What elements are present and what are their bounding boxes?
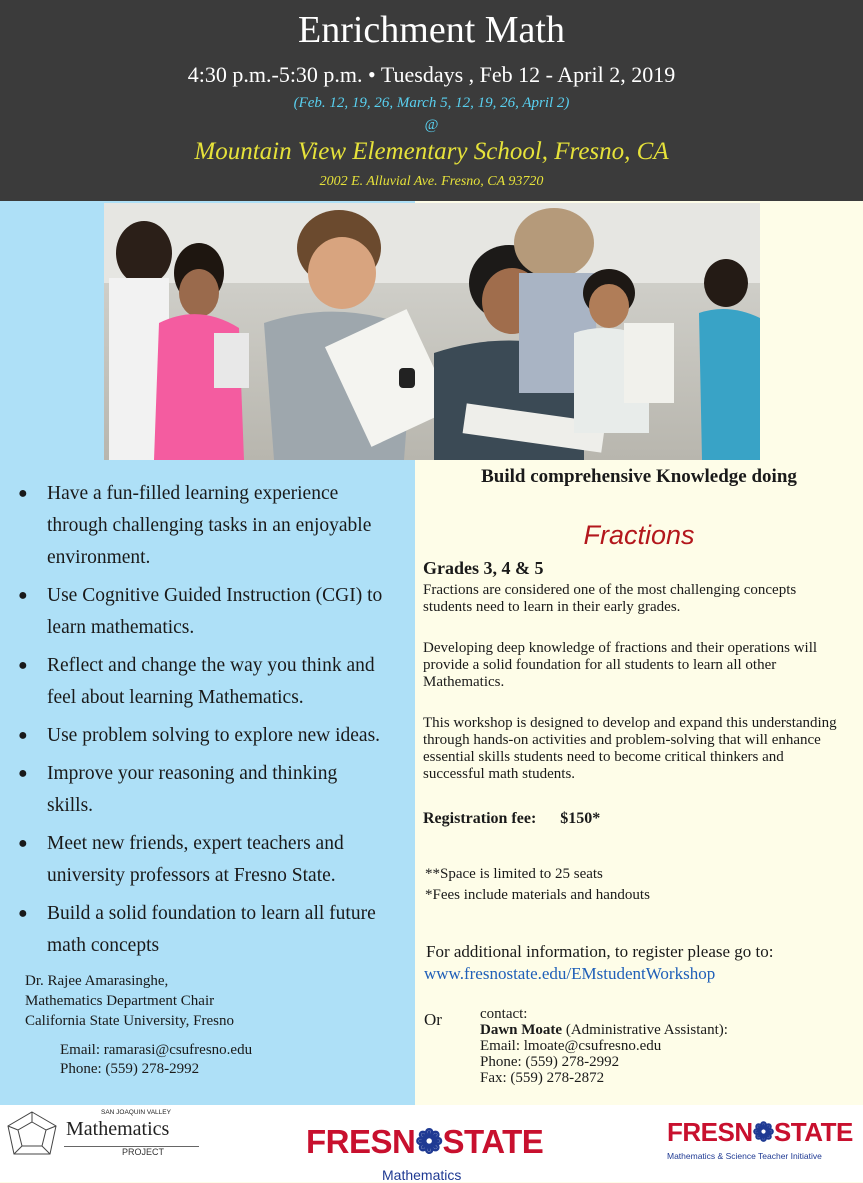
list-item: ● Use Cognitive Guided Instruction (CGI) to learn mathematics. bbox=[0, 580, 387, 644]
signature-contact bbox=[60, 1041, 252, 1079]
contact-fax: Fax: (559) 278-2872 bbox=[480, 1070, 605, 1086]
page-title: Enrichment Math bbox=[298, 9, 565, 51]
bullet-icon: ● bbox=[18, 657, 28, 674]
fresno-state-math-logo: FRESN❁STATE bbox=[306, 1123, 544, 1160]
contact-block bbox=[480, 1006, 728, 1086]
sjv-project-text: PROJECT bbox=[122, 1147, 165, 1157]
section-heading: Build comprehensive Knowledge doing bbox=[481, 466, 797, 487]
contact-name: Dawn Moate bbox=[480, 1022, 563, 1038]
at-sign: @ bbox=[424, 117, 439, 133]
grades-label: Grades 3, 4 & 5 bbox=[423, 558, 544, 578]
fees-note: *Fees include materials and handouts bbox=[425, 887, 650, 903]
paw-icon: ❁ bbox=[752, 1117, 774, 1147]
fee-label: Registration fee: bbox=[423, 810, 537, 827]
schedule-dates: (Feb. 12, 19, 26, March 5, 12, 19, 26, April 2) bbox=[293, 95, 570, 111]
register-link[interactable]: www.fresnostate.edu/EMstudentWorkshop bbox=[424, 964, 716, 983]
list-item: ● Improve your reasoning and thinking skills. bbox=[0, 758, 387, 822]
description-paragraph-2: Developing deep knowledge of fractions and their operations will provide a solid foundation for all students to learn all other Mathematics. bbox=[423, 640, 818, 690]
description-paragraph-3: This workshop is designed to develop and expand this understanding through hands-on activities and problem-solving that will enhance essential skills students need to become critical thinkers and successful math students. bbox=[423, 715, 837, 782]
list-item: ● Meet new friends, expert teachers and university professors at Fresno State. bbox=[0, 828, 387, 892]
info-text: For additional information, to register please go to: bbox=[426, 942, 774, 961]
sjv-math-text: Mathematics bbox=[66, 1118, 170, 1140]
description-paragraph-1: Fractions are considered one of the most challenging concepts students need to learn in their early grades. bbox=[423, 582, 797, 615]
space-note: **Space is limited to 25 seats bbox=[425, 866, 603, 882]
signature-email: Email: ramarasi@csufresno.edu bbox=[60, 1042, 253, 1058]
list-item: ● Reflect and change the way you think and feel about learning Mathematics. bbox=[0, 650, 387, 714]
contact-role: (Administrative Assistant): bbox=[562, 1022, 728, 1038]
signature-name: Dr. Rajee Amarasinghe, bbox=[25, 973, 169, 989]
bullet-icon: ● bbox=[18, 765, 28, 782]
registration-fee bbox=[423, 810, 600, 828]
flyer-header bbox=[0, 0, 863, 201]
signature-title: Mathematics Department Chair bbox=[25, 993, 215, 1009]
bullet-icon: ● bbox=[18, 485, 28, 502]
fresno-state-msti-logo: FRESN❁STATE bbox=[667, 1117, 853, 1147]
school-address: 2002 E. Alluvial Ave. Fresno, CA 93720 bbox=[319, 174, 544, 189]
signature-org: California State University, Fresno bbox=[25, 1013, 234, 1029]
paw-icon: ❁ bbox=[415, 1123, 443, 1160]
sjv-math-project-logo bbox=[4, 1108, 204, 1158]
signature-block bbox=[25, 971, 234, 1031]
contact-phone: Phone: (559) 278-2992 bbox=[480, 1054, 620, 1070]
fee-amount: $150* bbox=[560, 810, 601, 827]
contact-label: contact: bbox=[480, 1006, 528, 1022]
or-label: Or bbox=[424, 1010, 442, 1029]
list-item: ● Use problem solving to explore new ideas. bbox=[0, 720, 387, 752]
list-item: ● Have a fun-filled learning experience through challenging tasks in an enjoyable environment. bbox=[0, 478, 387, 574]
contact-person bbox=[480, 1022, 728, 1038]
bullet-icon: ● bbox=[18, 835, 28, 852]
topic-title: Fractions bbox=[583, 520, 695, 550]
bullet-icon: ● bbox=[18, 727, 28, 744]
bullet-icon: ● bbox=[18, 905, 28, 922]
fresno-state-math-sub: Mathematics bbox=[382, 1167, 462, 1183]
sjv-small-text: SAN JOAQUIN VALLEY bbox=[101, 1109, 171, 1116]
bullet-icon: ● bbox=[18, 587, 28, 604]
list-item: ● Build a solid foundation to learn all future math concepts bbox=[0, 898, 387, 962]
schedule-time: 4:30 p.m.-5:30 p.m. • Tuesdays , Feb 12 - April 2, 2019 bbox=[187, 62, 676, 87]
benefits-list bbox=[0, 478, 410, 968]
polyhedron-icon bbox=[4, 1110, 60, 1158]
contact-email: Email: lmoate@csufresno.edu bbox=[480, 1038, 662, 1054]
students-photo bbox=[104, 203, 760, 460]
school-name: Mountain View Elementary School, Fresno, CA bbox=[194, 138, 669, 165]
signature-phone: Phone: (559) 278-2992 bbox=[60, 1061, 200, 1077]
fresno-state-msti-sub: Mathematics & Science Teacher Initiative bbox=[667, 1151, 822, 1161]
